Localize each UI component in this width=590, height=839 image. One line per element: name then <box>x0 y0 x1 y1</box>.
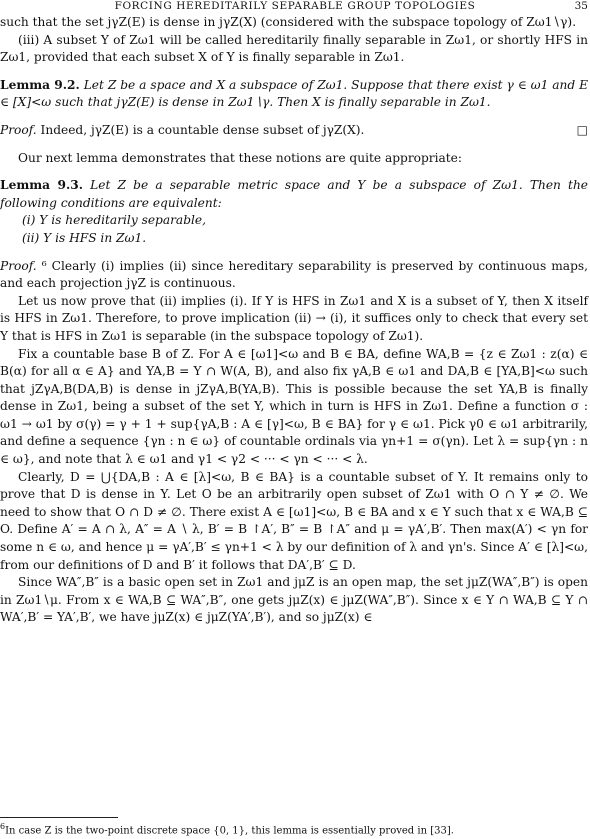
spacer <box>0 167 588 177</box>
footnote-text: In case Z is the two-point discrete space {0, 1}, this lemma is essentially proved in [33]. <box>5 825 454 837</box>
lemma-label: Lemma 9.3. <box>0 178 83 193</box>
spacer <box>0 67 588 77</box>
footnote-marker: 6 <box>0 822 6 831</box>
footnote <box>0 820 588 838</box>
lemma-condition-i: (i) Y is hereditarily separable, <box>22 213 206 228</box>
page-header <box>0 0 590 14</box>
lemma-statement: Let Z be a space and X a subspace of Zω1. Suppose that there exist γ ∈ ω1 and E ∈ [X]<ω such that jγZ(E) is dense in Zω1∖γ. Then X is finally separable in Zω1. <box>0 77 589 110</box>
proof-lemma-9-3 <box>0 258 588 293</box>
spacer <box>0 140 588 150</box>
running-head: FORCING HEREDITARILY SEPARABLE GROUP TOPOLOGIES <box>114 0 476 12</box>
lemma-9-2 <box>0 77 588 112</box>
paragraph-d-dense: Clearly, D = ⋃{DA,B : A ∈ [λ]<ω, B ∈ BA} is a countable subset of Y. It remains only to prove that D is dense in Y. Let O be an arbitrarily open subset of Zω1 with O ∩ Y ≠ ∅. We need to show that O ∩ D ≠ ∅. There exist A ∈ [ω1]<ω, B ∈ BA and x ∈ Y such that x ∈ WA,B ⊆ O. Define A′ = A ∩ λ, A″ = A ∖ λ, B′ = B ↾A′, B″ = B ↾A″ and μ = γA′,B′. Then max(A′) < γn for some n ∈ ω, and hence μ = γA′,B′ ≤ γn+1 < λ by our definition of λ and γn's. Since A′ ∈ [λ]<ω, from our definitions of D and B′ it follows that DA′,B′ ⊆ D. <box>0 469 588 572</box>
paragraph-open-map: Since WA″,B″ is a basic open set in Zω1 and jμZ is an open map, the set jμZ(WA″,B″) is open in Zω1∖μ. From x ∈ WA,B ⊆ WA″,B″, one gets jμZ(x) ∈ jμZ(WA″,B″). Since x ∈ Y ∩ WA,B ⊆ Y ∩ WA′,B′ = YA′,B′, we have jμZ(x) ∈ jμZ(YA′,B′), and so jμZ(x) ∈ <box>0 575 588 625</box>
lemma-label: Lemma 9.2. <box>0 77 80 92</box>
page-body <box>0 14 588 627</box>
lemma-9-3 <box>0 177 588 212</box>
proof-text: ⁶ Clearly (i) implies (ii) since hereditary separability is preserved by continuous maps, and each projection jγZ is continuous. <box>0 258 589 291</box>
footnote-rule <box>0 817 118 818</box>
proof-label: Proof. <box>0 122 37 137</box>
paragraph-definition-iii: (iii) A subset Y of Zω1 will be called hereditarily finally separable in Zω1, or shortly HFS in Zω1, provided that each subset X of Y is finally separable in Zω1. <box>0 32 588 65</box>
proof-label: Proof. <box>0 258 37 273</box>
spacer <box>0 112 588 122</box>
spacer <box>0 248 588 258</box>
page-number: 35 <box>574 0 588 12</box>
lemma-statement: Let Z be a separable metric space and Y be a subspace of Zω1. Then the following conditions are equivalent: <box>0 178 589 210</box>
lemma-condition-ii: (ii) Y is HFS in Zω1. <box>22 230 147 245</box>
qed-symbol: □ <box>576 122 588 137</box>
paragraph-continuation: such that the set jγZ(E) is dense in jγZ(X) (considered with the subspace topology of Zω1∖γ). <box>0 15 577 29</box>
paragraph-countable-base: Fix a countable base B of Z. For A ∈ [ω1]<ω and B ∈ BA, define WA,B = {z ∈ Zω1 : z(α) ∈ B(α) for all α ∈ A} and YA,B = Y ∩ W(A, B), and also fix γA,B ∈ ω1 and DA,B ∈ [YA,B]<ω such that jZγA,B(DA,B) is dense in jZγA,B(YA,B). This is possible because the set YA,B is finally dense in Zω1, being a subset of the set Y, which in turn is HFS in Zω1. Define a function σ : ω1 → ω1 by σ(γ) = γ + 1 + sup{γA,B : A ∈ [γ]<ω, B ∈ BA} for γ ∈ ω1. Pick γ0 ∈ ω1 arbitrarily, and define a sequence {γn : n ∈ ω} of countable ordinals via γn+1 = σ(γn). Let λ = sup{γn : n ∈ ω}, and note that λ ∈ ω1 and γ1 < γ2 < ··· < γn < ··· < λ. <box>0 346 588 467</box>
proof-lemma-9-2 <box>0 122 588 140</box>
proof-text: Indeed, jγZ(E) is a countable dense subset of jγZ(X). <box>40 122 365 137</box>
paragraph-intro-lemma-9-3: Our next lemma demonstrates that these notions are quite appropriate: <box>18 150 462 165</box>
paragraph-ii-implies-i: Let us now prove that (ii) implies (i). If Y is HFS in Zω1 and X is a subset of Y, then X itself is HFS in Zω1. Therefore, to prove implication (ii) → (i), it suffices only to check that every set Y that is HFS in Zω1 is separable (in the subspace topology of Zω1). <box>0 293 588 343</box>
